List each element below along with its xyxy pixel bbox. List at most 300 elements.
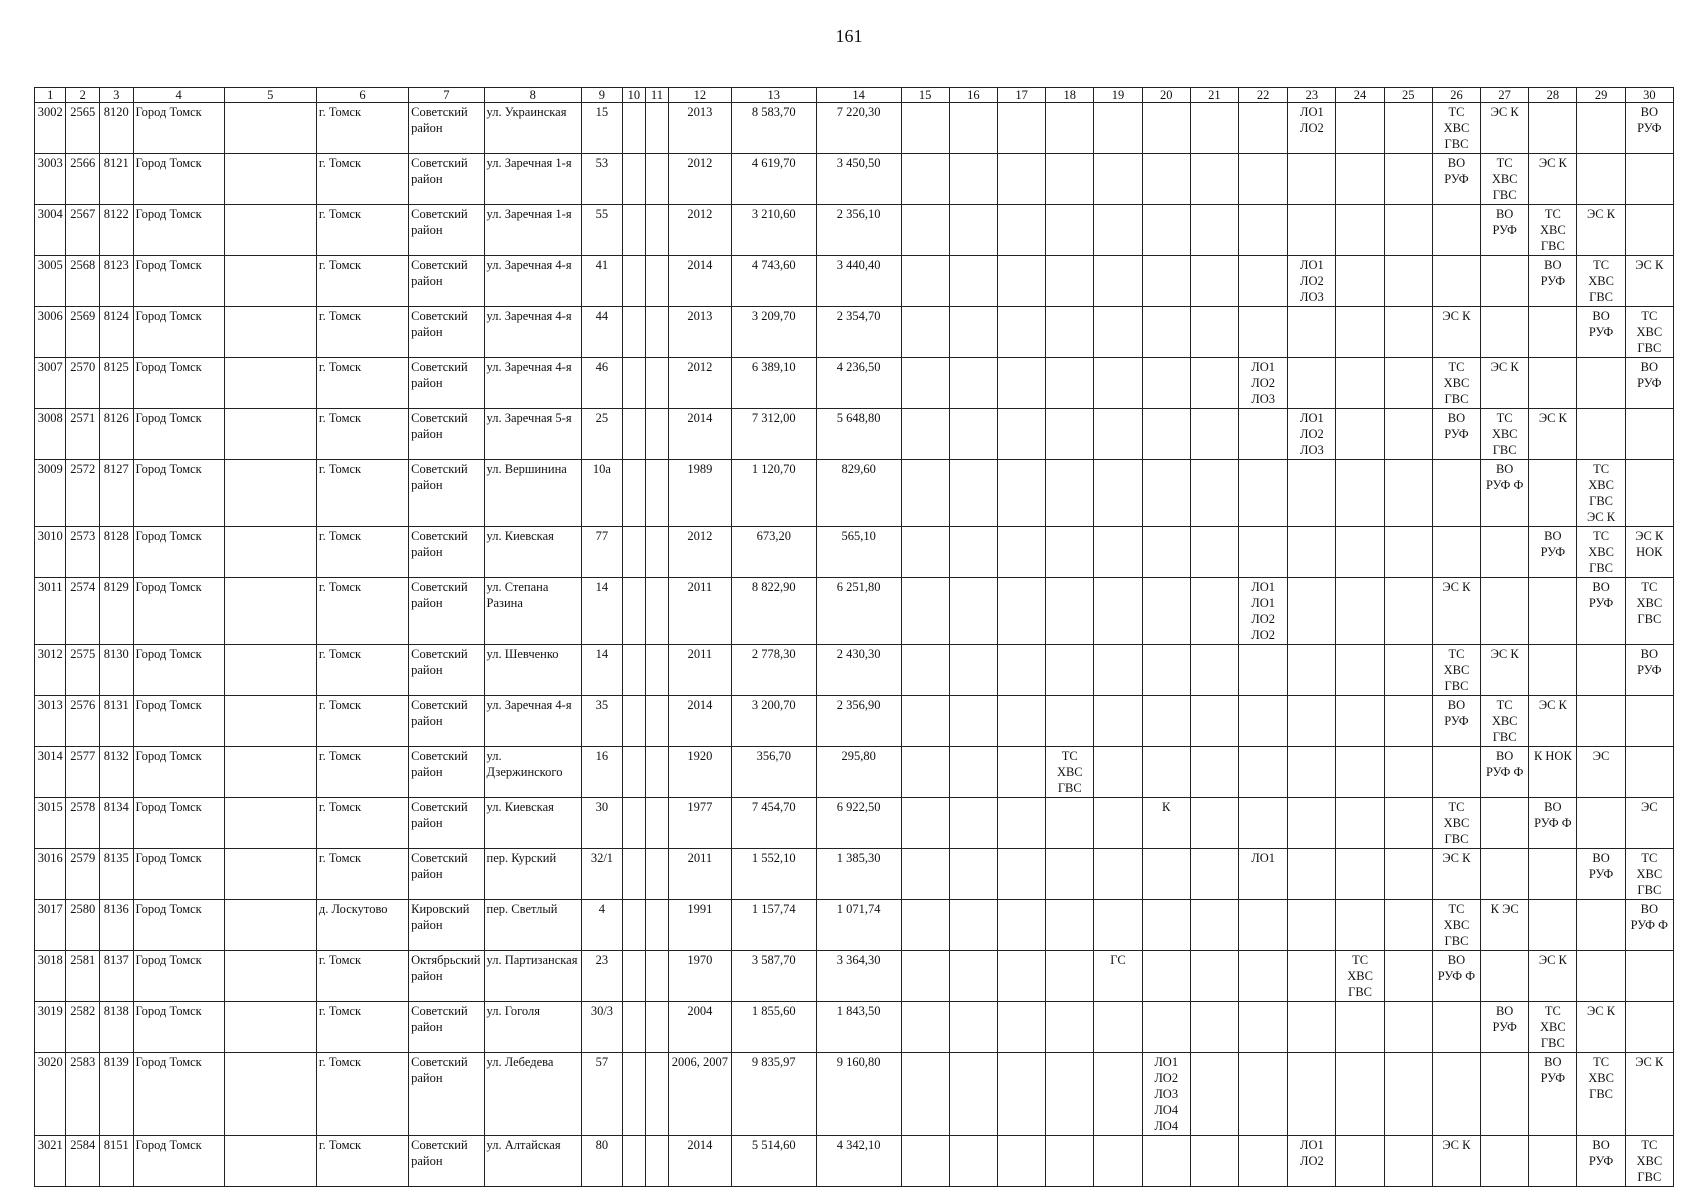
cell-col-27 — [1481, 1002, 1529, 1053]
cell-col-17 — [997, 849, 1045, 900]
cell-col-2: 2579 — [66, 849, 100, 900]
cell-col-20 — [1142, 460, 1190, 527]
cell-col-22 — [1239, 409, 1288, 460]
cell-col-20 — [1142, 645, 1190, 696]
table-row — [35, 696, 1674, 747]
table-row — [35, 256, 1674, 307]
cell-col-27 — [1481, 951, 1529, 1002]
cell-line: ТС — [1448, 647, 1465, 661]
cell-col-27 — [1481, 154, 1529, 205]
table-row — [35, 645, 1674, 696]
cell-col-15 — [901, 645, 949, 696]
cell-line: РУФ — [1637, 663, 1662, 677]
cell-line: ТС — [1544, 207, 1561, 221]
cell-col-8: ул. Заречная 4-я — [484, 696, 581, 747]
cell-col-30 — [1625, 358, 1673, 409]
cell-col-14: 7 220,30 — [816, 103, 901, 154]
cell-col-22 — [1239, 645, 1288, 696]
column-header-10: 10 — [622, 88, 645, 103]
cell-line: РУФ Ф — [1485, 478, 1524, 492]
cell-col-26 — [1432, 798, 1480, 849]
cell-col-15 — [901, 460, 949, 527]
column-header-22: 22 — [1239, 88, 1288, 103]
cell-col-2: 2566 — [66, 154, 100, 205]
cell-col-29 — [1577, 307, 1625, 358]
cell-col-28 — [1529, 951, 1577, 1002]
cell-col-30 — [1625, 1053, 1673, 1136]
cell-col-22 — [1239, 578, 1288, 645]
cell-col-28 — [1529, 747, 1577, 798]
cell-col-15 — [901, 578, 949, 645]
cell-col-8: ул. Заречная 4-я — [484, 358, 581, 409]
cell-col-3: 8131 — [99, 696, 133, 747]
cell-col-25 — [1384, 409, 1432, 460]
cell-col-9: 10а — [582, 460, 623, 527]
cell-col-10 — [622, 747, 645, 798]
cell-col-11 — [645, 460, 668, 527]
column-header-14: 14 — [816, 88, 901, 103]
cell-col-17 — [997, 460, 1045, 527]
cell-col-18 — [1046, 205, 1094, 256]
cell-col-14: 6 251,80 — [816, 578, 901, 645]
cell-col-7: Советский район — [409, 307, 484, 358]
cell-col-6: г. Томск — [316, 256, 408, 307]
cell-col-2: 2572 — [66, 460, 100, 527]
cell-col-22 — [1239, 307, 1288, 358]
cell-col-15 — [901, 358, 949, 409]
cell-col-21 — [1190, 358, 1238, 409]
cell-col-21 — [1190, 900, 1238, 951]
cell-col-22 — [1239, 900, 1288, 951]
cell-col-7: Советский район — [409, 1002, 484, 1053]
cell-col-23 — [1288, 527, 1336, 578]
cell-col-8: ул. Шевченко — [484, 645, 581, 696]
cell-col-21 — [1190, 1136, 1238, 1187]
cell-col-15 — [901, 103, 949, 154]
cell-col-8: ул. Дзержинского — [484, 747, 581, 798]
cell-col-1: 3016 — [35, 849, 66, 900]
column-header-30: 30 — [1625, 88, 1673, 103]
cell-col-3: 8128 — [99, 527, 133, 578]
cell-col-1: 3007 — [35, 358, 66, 409]
cell-col-28 — [1529, 1053, 1577, 1136]
cell-col-30 — [1625, 103, 1673, 154]
cell-col-7: Советский район — [409, 798, 484, 849]
cell-col-15 — [901, 154, 949, 205]
cell-col-27 — [1481, 307, 1529, 358]
cell-col-1: 3002 — [35, 103, 66, 154]
cell-col-6: г. Томск — [316, 578, 408, 645]
cell-col-15 — [901, 1053, 949, 1136]
cell-line: ЛО3 — [1154, 1087, 1179, 1101]
cell-line: ВО — [1592, 309, 1610, 323]
cell-col-26 — [1432, 1053, 1480, 1136]
cell-line: ЛО2 — [1299, 121, 1324, 135]
cell-col-9: 14 — [582, 645, 623, 696]
cell-col-29 — [1577, 256, 1625, 307]
cell-col-24 — [1336, 460, 1384, 527]
cell-col-10 — [622, 1053, 645, 1136]
cell-line: РУФ — [1540, 274, 1566, 288]
cell-col-6: г. Томск — [316, 747, 408, 798]
cell-line: ГВС — [1589, 290, 1614, 304]
cell-line: ЭС К — [1635, 1055, 1664, 1069]
cell-col-15 — [901, 747, 949, 798]
cell-col-8: ул. Заречная 1-я — [484, 154, 581, 205]
cell-line: ВО — [1592, 1138, 1610, 1152]
cell-col-22 — [1239, 1053, 1288, 1136]
cell-line: ЛО2 — [1299, 427, 1324, 441]
cell-line: ХВС — [1636, 596, 1663, 610]
cell-col-12: 2013 — [668, 307, 731, 358]
column-header-26: 26 — [1432, 88, 1480, 103]
cell-col-29 — [1577, 849, 1625, 900]
cell-col-25 — [1384, 154, 1432, 205]
cell-col-28 — [1529, 358, 1577, 409]
cell-col-13: 3 587,70 — [731, 951, 816, 1002]
cell-col-8: ул. Гоголя — [484, 1002, 581, 1053]
cell-col-23 — [1288, 307, 1336, 358]
cell-col-5 — [224, 460, 316, 527]
column-header-15: 15 — [901, 88, 949, 103]
cell-col-4: Город Томск — [133, 798, 224, 849]
cell-col-8: ул. Партизанская — [484, 951, 581, 1002]
cell-col-20 — [1142, 578, 1190, 645]
cell-line: РУФ — [1444, 427, 1469, 441]
cell-line: РУФ — [1444, 172, 1469, 186]
cell-line: ГВС — [1637, 341, 1662, 355]
table-row — [35, 527, 1674, 578]
cell-line: ЭС К — [1587, 510, 1616, 524]
cell-col-24 — [1336, 154, 1384, 205]
cell-col-13: 1 855,60 — [731, 1002, 816, 1053]
cell-col-17 — [997, 103, 1045, 154]
cell-line: ЛО1 — [1251, 596, 1275, 610]
cell-line: ХВС — [1443, 663, 1470, 677]
cell-col-7: Советский район — [409, 460, 484, 527]
cell-col-27 — [1481, 1136, 1529, 1187]
cell-col-1: 3015 — [35, 798, 66, 849]
cell-col-8: ул. Киевская — [484, 798, 581, 849]
cell-col-1: 3009 — [35, 460, 66, 527]
cell-col-17 — [997, 1002, 1045, 1053]
cell-line: ХВС — [1491, 172, 1518, 186]
cell-col-26 — [1432, 1136, 1480, 1187]
cell-line: РУФ — [1444, 714, 1469, 728]
cell-col-7: Советский район — [409, 747, 484, 798]
cell-col-8: ул. Украинская — [484, 103, 581, 154]
cell-line: ХВС — [1540, 223, 1566, 237]
column-header-18: 18 — [1046, 88, 1094, 103]
cell-col-3: 8121 — [99, 154, 133, 205]
cell-col-19 — [1094, 307, 1142, 358]
cell-col-4: Город Томск — [133, 307, 224, 358]
cell-col-13: 1 157,74 — [731, 900, 816, 951]
cell-col-9: 4 — [582, 900, 623, 951]
cell-col-14: 1 385,30 — [816, 849, 901, 900]
cell-line: ЛО3 — [1299, 290, 1324, 304]
cell-col-6: г. Томск — [316, 409, 408, 460]
cell-col-15 — [901, 696, 949, 747]
cell-line: ХВС — [1491, 427, 1518, 441]
cell-col-2: 2577 — [66, 747, 100, 798]
cell-col-3: 8134 — [99, 798, 133, 849]
cell-col-25 — [1384, 747, 1432, 798]
cell-line: ГВС — [1444, 832, 1469, 846]
cell-col-15 — [901, 900, 949, 951]
cell-line: РУФ Ф — [1437, 969, 1476, 983]
cell-col-1: 3014 — [35, 747, 66, 798]
table-row — [35, 103, 1674, 154]
cell-col-21 — [1190, 696, 1238, 747]
cell-col-18 — [1046, 358, 1094, 409]
cell-col-25 — [1384, 578, 1432, 645]
cell-col-4: Город Томск — [133, 645, 224, 696]
cell-col-16 — [949, 798, 997, 849]
cell-col-9: 14 — [582, 578, 623, 645]
cell-col-14: 565,10 — [816, 527, 901, 578]
column-header-1: 1 — [35, 88, 66, 103]
cell-col-2: 2578 — [66, 798, 100, 849]
cell-col-21 — [1190, 205, 1238, 256]
cell-col-29 — [1577, 205, 1625, 256]
cell-col-8: пер. Курский — [484, 849, 581, 900]
cell-col-2: 2580 — [66, 900, 100, 951]
cell-col-28 — [1529, 578, 1577, 645]
cell-col-26 — [1432, 578, 1480, 645]
cell-col-5 — [224, 307, 316, 358]
cell-col-3: 8125 — [99, 358, 133, 409]
cell-col-25 — [1384, 460, 1432, 527]
cell-line: ВО — [1544, 529, 1562, 543]
cell-col-19 — [1094, 103, 1142, 154]
column-header-7: 7 — [409, 88, 484, 103]
cell-col-30 — [1625, 900, 1673, 951]
cell-col-17 — [997, 900, 1045, 951]
cell-col-9: 77 — [582, 527, 623, 578]
cell-col-1: 3010 — [35, 527, 66, 578]
cell-col-5 — [224, 256, 316, 307]
cell-col-9: 46 — [582, 358, 623, 409]
cell-col-23 — [1288, 409, 1336, 460]
cell-col-10 — [622, 307, 645, 358]
cell-col-19 — [1094, 1053, 1142, 1136]
cell-col-16 — [949, 747, 997, 798]
cell-col-11 — [645, 1053, 668, 1136]
cell-col-23 — [1288, 900, 1336, 951]
column-header-9: 9 — [582, 88, 623, 103]
cell-col-26 — [1432, 951, 1480, 1002]
cell-col-30 — [1625, 645, 1673, 696]
cell-line: ГВС — [1540, 1036, 1565, 1050]
cell-col-3: 8126 — [99, 409, 133, 460]
cell-line: ВО — [1640, 360, 1659, 374]
cell-col-28 — [1529, 205, 1577, 256]
cell-col-16 — [949, 900, 997, 951]
cell-col-23 — [1288, 1136, 1336, 1187]
cell-line: ВО — [1495, 749, 1514, 763]
cell-col-28 — [1529, 1136, 1577, 1187]
cell-col-14: 6 922,50 — [816, 798, 901, 849]
cell-col-19 — [1094, 409, 1142, 460]
cell-col-24 — [1336, 1053, 1384, 1136]
cell-col-15 — [901, 849, 949, 900]
cell-col-10 — [622, 1136, 645, 1187]
cell-col-2: 2583 — [66, 1053, 100, 1136]
cell-col-16 — [949, 645, 997, 696]
cell-col-10 — [622, 1002, 645, 1053]
cell-col-1: 3017 — [35, 900, 66, 951]
cell-col-23 — [1288, 358, 1336, 409]
cell-col-11 — [645, 409, 668, 460]
cell-col-4: Город Томск — [133, 747, 224, 798]
cell-col-19 — [1094, 1002, 1142, 1053]
cell-col-10 — [622, 460, 645, 527]
cell-line: ХВС — [1588, 1071, 1614, 1085]
cell-col-27 — [1481, 849, 1529, 900]
cell-col-2: 2568 — [66, 256, 100, 307]
cell-col-25 — [1384, 205, 1432, 256]
cell-col-24 — [1336, 1136, 1384, 1187]
cell-col-30 — [1625, 696, 1673, 747]
cell-line: ГВС — [1637, 883, 1662, 897]
cell-col-26 — [1432, 747, 1480, 798]
cell-line: ЭС К — [1442, 580, 1471, 594]
cell-col-6: г. Томск — [316, 154, 408, 205]
cell-col-18 — [1046, 798, 1094, 849]
cell-col-10 — [622, 358, 645, 409]
column-header-13: 13 — [731, 88, 816, 103]
cell-col-21 — [1190, 527, 1238, 578]
cell-col-10 — [622, 798, 645, 849]
cell-line: ХВС — [1347, 969, 1373, 983]
cell-col-4: Город Томск — [133, 900, 224, 951]
cell-col-6: г. Томск — [316, 460, 408, 527]
cell-col-5 — [224, 951, 316, 1002]
cell-line: ВО — [1495, 1004, 1514, 1018]
table-row — [35, 900, 1674, 951]
cell-col-27 — [1481, 103, 1529, 154]
cell-col-12: 2014 — [668, 1136, 731, 1187]
cell-line: ЛО1 — [1299, 258, 1324, 272]
cell-col-4: Город Томск — [133, 409, 224, 460]
cell-col-11 — [645, 307, 668, 358]
cell-col-11 — [645, 1136, 668, 1187]
cell-col-14: 2 356,10 — [816, 205, 901, 256]
cell-col-29 — [1577, 154, 1625, 205]
cell-line: ЭС К — [1442, 309, 1471, 323]
cell-col-30 — [1625, 1002, 1673, 1053]
cell-col-19 — [1094, 358, 1142, 409]
cell-line: ВО — [1592, 851, 1610, 865]
cell-col-14: 4 342,10 — [816, 1136, 901, 1187]
cell-col-17 — [997, 205, 1045, 256]
cell-col-7: Советский район — [409, 696, 484, 747]
cell-col-13: 7 312,00 — [731, 409, 816, 460]
cell-col-3: 8138 — [99, 1002, 133, 1053]
cell-col-17 — [997, 798, 1045, 849]
cell-col-25 — [1384, 358, 1432, 409]
cell-col-9: 57 — [582, 1053, 623, 1136]
cell-col-29 — [1577, 409, 1625, 460]
cell-col-17 — [997, 358, 1045, 409]
cell-line: ВО — [1447, 953, 1466, 967]
cell-col-9: 30/3 — [582, 1002, 623, 1053]
cell-col-17 — [997, 154, 1045, 205]
cell-col-19 — [1094, 747, 1142, 798]
cell-col-6: г. Томск — [316, 849, 408, 900]
cell-col-30 — [1625, 409, 1673, 460]
cell-col-12: 2014 — [668, 256, 731, 307]
cell-col-5 — [224, 358, 316, 409]
cell-col-9: 53 — [582, 154, 623, 205]
cell-col-12: 1920 — [668, 747, 731, 798]
cell-col-30 — [1625, 154, 1673, 205]
cell-col-16 — [949, 1053, 997, 1136]
cell-col-16 — [949, 696, 997, 747]
cell-line: РУФ — [1588, 1154, 1614, 1168]
cell-line: ГВС — [1444, 679, 1469, 693]
cell-col-24 — [1336, 409, 1384, 460]
cell-col-4: Город Томск — [133, 849, 224, 900]
cell-col-13: 1 120,70 — [731, 460, 816, 527]
cell-line: ГС — [1110, 953, 1126, 967]
cell-col-26 — [1432, 409, 1480, 460]
column-header-29: 29 — [1577, 88, 1625, 103]
table-row — [35, 1002, 1674, 1053]
cell-col-8: ул. Заречная 5-я — [484, 409, 581, 460]
cell-line: ГВС — [1444, 392, 1469, 406]
cell-col-24 — [1336, 900, 1384, 951]
cell-col-24 — [1336, 307, 1384, 358]
cell-line: ВО — [1544, 258, 1562, 272]
cell-col-8: ул. Заречная 1-я — [484, 205, 581, 256]
cell-col-18 — [1046, 103, 1094, 154]
cell-line: ГВС — [1492, 730, 1517, 744]
table-row — [35, 951, 1674, 1002]
cell-col-11 — [645, 358, 668, 409]
cell-col-11 — [645, 798, 668, 849]
cell-col-7: Советский район — [409, 578, 484, 645]
cell-col-12: 2012 — [668, 205, 731, 256]
cell-col-6: г. Томск — [316, 205, 408, 256]
cell-col-16 — [949, 460, 997, 527]
cell-col-30 — [1625, 849, 1673, 900]
cell-col-11 — [645, 205, 668, 256]
cell-col-16 — [949, 307, 997, 358]
cell-col-23 — [1288, 256, 1336, 307]
cell-col-23 — [1288, 798, 1336, 849]
cell-col-11 — [645, 154, 668, 205]
cell-col-7: Советский район — [409, 358, 484, 409]
cell-line: ТС — [1448, 800, 1465, 814]
cell-col-28 — [1529, 154, 1577, 205]
cell-col-6: г. Томск — [316, 103, 408, 154]
cell-col-5 — [224, 798, 316, 849]
cell-line: ЭС К — [1442, 1138, 1471, 1152]
cell-col-21 — [1190, 849, 1238, 900]
cell-line: ХВС — [1443, 121, 1470, 135]
cell-col-14: 3 450,50 — [816, 154, 901, 205]
cell-line: ТС — [1641, 1138, 1658, 1152]
column-header-19: 19 — [1094, 88, 1142, 103]
cell-line: ВО — [1544, 800, 1562, 814]
cell-col-1: 3018 — [35, 951, 66, 1002]
cell-col-24 — [1336, 256, 1384, 307]
cell-col-4: Город Томск — [133, 696, 224, 747]
cell-col-20 — [1142, 1053, 1190, 1136]
cell-col-26 — [1432, 307, 1480, 358]
